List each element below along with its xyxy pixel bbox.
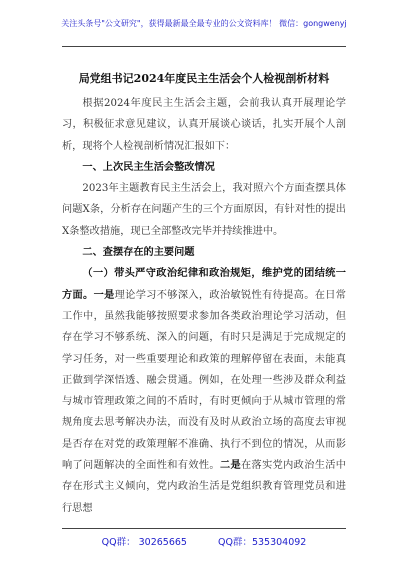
footer-qq-group-2: QQ群：535304092 [218,537,307,548]
footer-divider [62,528,346,529]
section1-heading: 一、上次民主生活会整改情况 [82,160,215,173]
section2-heading: 二、查摆存在的主要问题 [82,246,195,259]
sub1-heading: （一）带头严守政治纪律和政治规矩，维护党的团结统一方面。 [62,267,346,301]
section1-paragraph: 2023年主题教育民主生活会上，我对照六个方面查摆具体问题X条，分析存在问题产生的三个方面原因，有针对性的提出X条整改措施，现已全部整改完毕并持续推进中。 [62,183,346,237]
point1-text: 理论学习不够深入，政治敏锐性有待提高。在日常工作中，虽然我能够按照要求参加各类政治理论学习活动，但存在学习不够系统、深入的问题，有时只是满足于完成规定的学习任务，对一些重要理论和政策的理解停留在表面，未能真正做到学深悟透、融会贯通。例如，在处理一些涉及群众利益与城市管理政策之间的不盾时，有时更倾向于从城市管理的常规角度去思考解决办法，而没有及时从政治立场的高度去审视是否存在对党的政策理解不准确、执行不到位的情况，从而影响了问题解决的全面性和有效性。 [62,289,346,472]
point2-text: 在落实党内政治生活中存在形式主义倾向，党内政治生活是党组织教育管理党员和进行思想 [62,460,346,514]
intro-paragraph: 根据2024年度民主生活会主题，会前我认真开展理论学习，积极征求意见建议，认真开展谈心谈话，扎实开展个人剖析，现将个人检视剖析情况汇报如下： [62,98,346,152]
sub1-paragraph [62,263,346,519]
point2-label: 二是 [219,459,242,472]
document-title: 局党组书记2024年度民主生活会个人检视剖析材料 [78,72,330,85]
document-body [62,93,346,519]
footer-qq-group-1: QQ群： 30265665 [101,537,187,548]
point1-label: 一是 [93,288,115,301]
header-banner: 关注头条号"公文研究"，获得最新最全最专业的公文资料库！ 微信：gongwenyj [61,19,347,28]
footer [0,534,408,548]
header-divider [62,46,346,47]
